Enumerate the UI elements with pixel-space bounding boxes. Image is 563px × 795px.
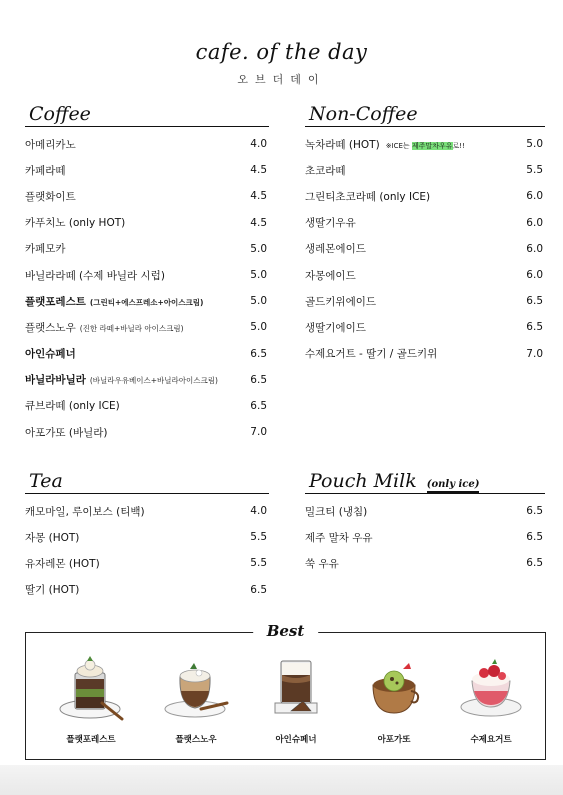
menu-item	[305, 183, 545, 209]
menu-item	[25, 288, 269, 314]
menu-item	[25, 131, 269, 157]
item-name: 딸기 (HOT)	[25, 584, 80, 597]
menu-item	[305, 524, 545, 550]
item-name: 플랫포레스트	[25, 295, 86, 308]
note-suffix: 로!!	[452, 141, 465, 150]
item-detail: (바닐라우유베이스+바닐라아이스크림)	[89, 376, 218, 386]
item-name: 생딸기에이드	[305, 321, 366, 334]
item-price: 6.0	[526, 216, 543, 229]
note-prefix: ※ICE는	[385, 141, 412, 150]
item-name: 플랫화이트	[25, 190, 76, 203]
item-name: 바닐라바닐라	[25, 374, 86, 387]
menu-item	[305, 210, 545, 236]
pouchmilk-header	[305, 472, 545, 494]
best-item	[51, 651, 131, 755]
menu-item	[305, 550, 545, 576]
item-price: 5.5	[250, 557, 267, 570]
item-price: 4.0	[250, 138, 267, 151]
best-item	[451, 651, 531, 755]
pouchmilk-section	[305, 472, 545, 577]
menu-item	[25, 367, 269, 393]
item-name: 아포가또 (바닐라)	[25, 426, 108, 439]
item-name: 생딸기우유	[305, 217, 356, 230]
coffee-list	[25, 131, 269, 445]
item-name: 유자레몬 (HOT)	[25, 557, 100, 570]
menu-item	[25, 341, 269, 367]
item-name: 밀크티 (냉침)	[305, 505, 368, 518]
item-price: 5.5	[526, 164, 543, 177]
menu-item	[25, 577, 269, 603]
item-name: 바닐라라떼 (수제 바닐라 시럽)	[25, 269, 165, 282]
menu-item	[25, 550, 269, 576]
item-price: 6.5	[526, 295, 543, 308]
item-price: 5.0	[250, 321, 267, 334]
coffee-header	[25, 105, 269, 127]
page-bottom-shadow	[0, 765, 563, 795]
item-price: 7.0	[526, 347, 543, 360]
noncoffee-section	[305, 105, 545, 367]
item-price: 4.5	[250, 190, 267, 203]
item-name: 녹차라떼 (HOT)	[305, 138, 380, 151]
green-tea-dessert-cup-icon	[56, 651, 126, 723]
item-price: 6.5	[526, 321, 543, 334]
tea-title: Tea	[29, 470, 63, 492]
item-name: 생레몬에이드	[305, 243, 366, 256]
best-label: 아인슈페너	[275, 735, 317, 745]
item-price: 6.5	[250, 399, 267, 412]
item-price: 7.0	[250, 426, 267, 439]
best-item	[156, 651, 236, 755]
tea-section	[25, 472, 269, 603]
item-price: 4.0	[250, 505, 267, 518]
menu-item	[25, 393, 269, 419]
cafe-title: cafe. of the day	[195, 40, 368, 64]
menu-item	[25, 524, 269, 550]
tea-list	[25, 498, 269, 603]
item-name: 큐브라떼 (only ICE)	[25, 400, 120, 413]
pouchmilk-note: (only ice)	[427, 479, 480, 493]
item-name: 제주 말차 우유	[305, 531, 373, 544]
menu-item	[305, 131, 545, 157]
item-name: 카페모카	[25, 243, 66, 256]
menu-item	[305, 157, 545, 183]
item-name: 카페라떼	[25, 164, 66, 177]
menu-item	[305, 236, 545, 262]
menu-item	[305, 498, 545, 524]
item-price: 6.5	[526, 531, 543, 544]
menu-item	[305, 262, 545, 288]
best-label: 플랫포레스트	[66, 735, 116, 745]
item-price: 5.5	[250, 531, 267, 544]
item-detail: (진한 라떼+바닐라 아이스크림)	[79, 323, 184, 333]
item-price: 6.5	[250, 583, 267, 596]
item-name: 아인슈페너	[25, 348, 76, 361]
item-name: 플랫스노우	[25, 321, 76, 334]
item-price: 5.0	[526, 138, 543, 151]
item-name: 자몽 (HOT)	[25, 531, 80, 544]
noncoffee-title: Non-Coffee	[309, 103, 418, 125]
best-title: Best	[253, 622, 319, 640]
best-item	[354, 651, 434, 755]
item-price: 5.0	[250, 295, 267, 308]
item-price: 6.0	[526, 269, 543, 282]
menu-item	[25, 183, 269, 209]
item-price: 5.0	[250, 242, 267, 255]
item-name: 쑥 우유	[305, 557, 339, 570]
menu-item	[25, 314, 269, 340]
item-price: 4.5	[250, 216, 267, 229]
item-detail: (그린티+에스프레소+아이스크림)	[89, 297, 204, 307]
menu-item	[305, 288, 545, 314]
item-name: 수제요거트 - 딸기 / 골드키위	[305, 348, 438, 361]
menu-item	[25, 419, 269, 445]
item-name: 그린티초코라떼 (only ICE)	[305, 190, 431, 203]
item-price: 5.0	[250, 269, 267, 282]
item-price: 6.5	[526, 557, 543, 570]
affogato-bowl-icon	[359, 651, 429, 723]
best-items	[26, 651, 545, 755]
item-name: 카푸치노 (only HOT)	[25, 217, 126, 230]
best-item	[256, 651, 336, 755]
cafe-subtitle: 오브더데이	[237, 73, 326, 86]
coffee-title: Coffee	[29, 103, 91, 125]
item-price: 6.0	[526, 242, 543, 255]
best-label: 아포가또	[377, 735, 411, 745]
best-label: 플랫스노우	[175, 735, 217, 745]
best-box	[25, 622, 546, 760]
menu-item	[25, 157, 269, 183]
item-price: 4.5	[250, 164, 267, 177]
pouchmilk-title: Pouch Milk	[309, 470, 417, 492]
menu-item	[25, 262, 269, 288]
note-highlight: 제주말차우유	[411, 141, 453, 150]
item-price: 6.5	[250, 347, 267, 360]
menu-item	[305, 341, 545, 367]
item-name: 초코라떼	[305, 164, 346, 177]
einspanner-glass-icon	[261, 651, 331, 723]
latte-glass-icon	[161, 651, 231, 723]
item-price: 6.5	[250, 373, 267, 386]
item-name: 자몽에이드	[305, 269, 356, 282]
menu-item	[25, 498, 269, 524]
item-name: 캐모마일, 루이보스 (티백)	[25, 505, 145, 518]
menu-item	[305, 314, 545, 340]
best-label: 수제요거트	[470, 735, 512, 745]
noncoffee-header	[305, 105, 545, 127]
item-price: 6.5	[526, 505, 543, 518]
item-price: 6.0	[526, 190, 543, 203]
pouchmilk-list	[305, 498, 545, 577]
strawberry-yogurt-icon	[456, 651, 526, 723]
coffee-section	[25, 105, 269, 445]
item-note	[386, 142, 465, 150]
noncoffee-list	[305, 131, 545, 367]
menu-item	[25, 210, 269, 236]
item-name: 골드키위에이드	[305, 295, 377, 308]
menu-item	[25, 236, 269, 262]
item-name: 아메리카노	[25, 138, 76, 151]
tea-header	[25, 472, 269, 494]
